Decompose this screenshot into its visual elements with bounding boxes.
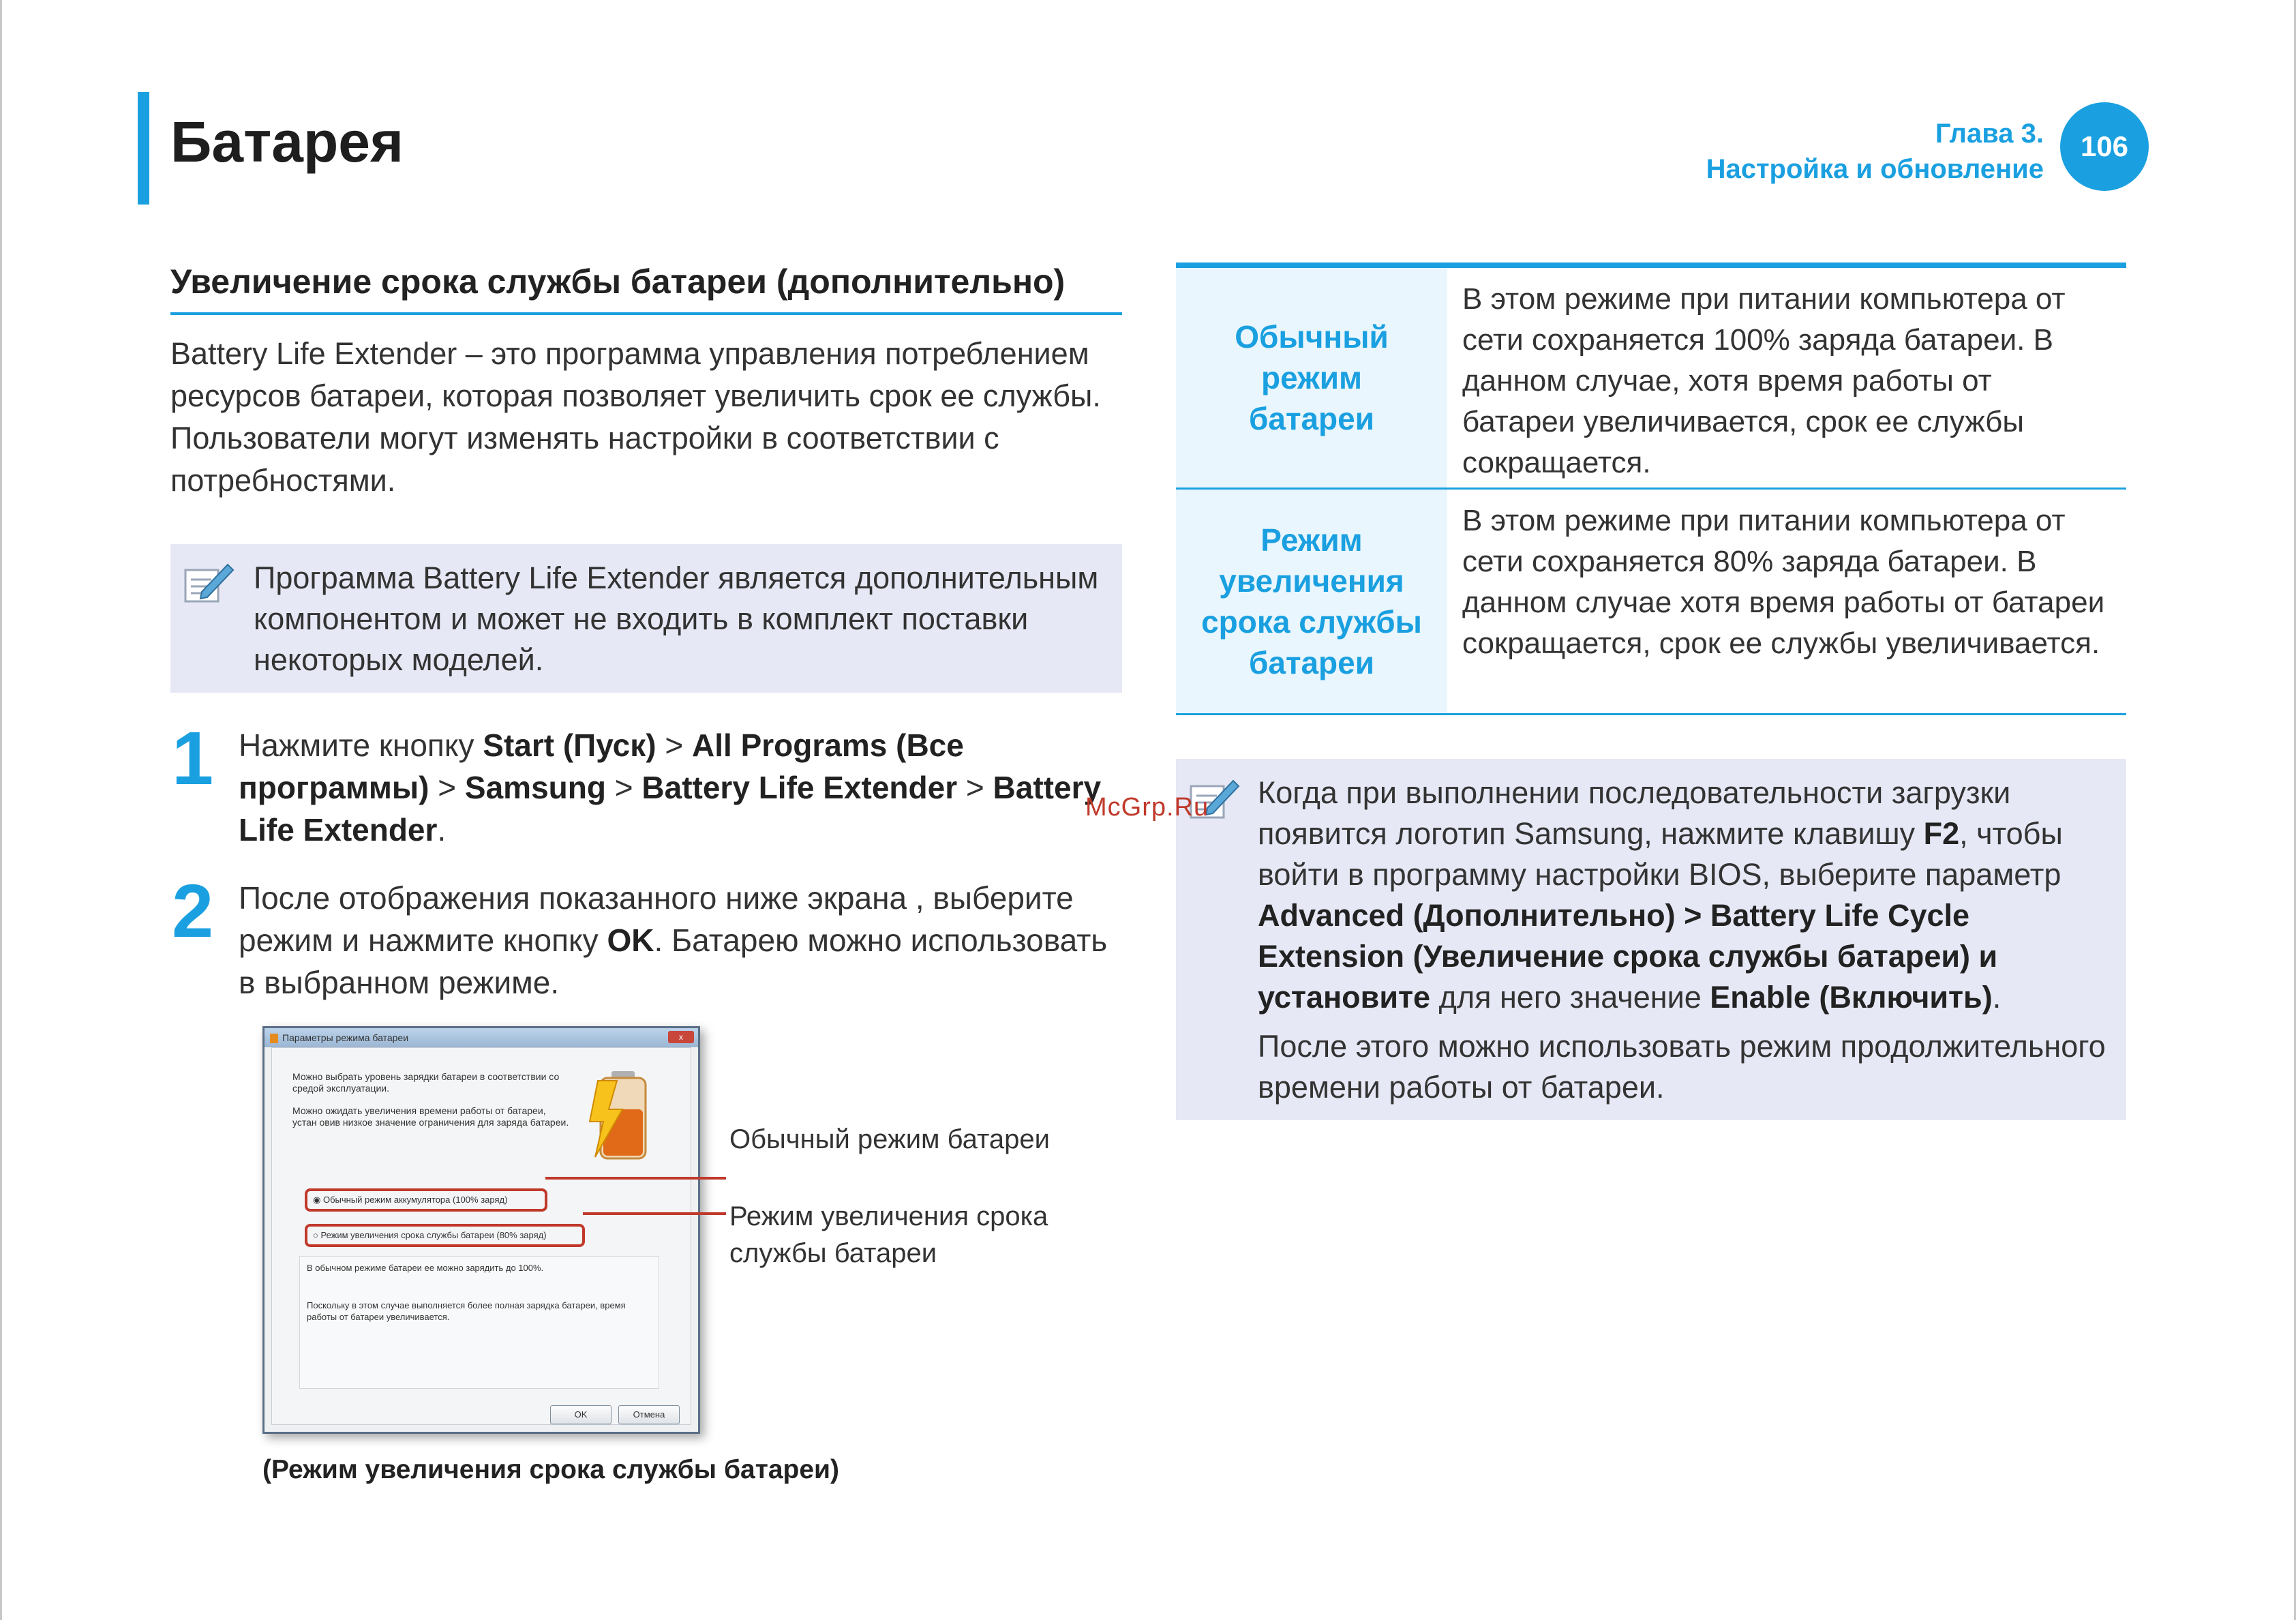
- note-box: [170, 544, 1122, 693]
- watermark: McGrp.Ru: [1085, 793, 1209, 822]
- callout-line-normal: [545, 1177, 726, 1180]
- chapter-name: Настройка и обновление: [1706, 154, 2044, 184]
- callout-extend-mode: Режим увеличения срока службы батареи: [729, 1201, 1048, 1268]
- page-number-badge: 106: [2060, 102, 2149, 191]
- mode-name-cell: Режим увеличения срока службы батареи: [1176, 490, 1447, 713]
- mode-description-cell: В этом режиме при питании компьютера от сети сохраняется 100% заряда батареи. В данном случае, хотя время работы от батареи увеличивается, срок ее службы сокращается.: [1462, 282, 2066, 479]
- figure-caption: (Режим увеличения срока службы батареи): [262, 1455, 839, 1484]
- dialog-title: Параметры режима батареи: [282, 1032, 409, 1043]
- step-1-text: Нажмите кнопку Start (Пуск) > All Programs (Все программы) > Samsung > Battery Life Extender > Battery Life Extender.: [239, 728, 1102, 847]
- battery-mode-dialog: [262, 1026, 700, 1434]
- battery-small-icon: [270, 1034, 278, 1043]
- note-pencil-icon: [181, 558, 236, 608]
- battery-icon: [586, 1067, 661, 1162]
- table-row: [1176, 490, 2126, 715]
- dialog-info-1: В обычном режиме батареи ее можно зарядить до 100%.: [307, 1263, 544, 1273]
- bios-note-box: [1176, 759, 2126, 1120]
- callout-normal-mode: Обычный режим батареи: [729, 1124, 1050, 1154]
- dialog-line-1: Можно выбрать уровень зарядки батареи в соответствии со средой эксплуатации.: [292, 1071, 560, 1094]
- mode-name-cell: Обычный режим батареи: [1176, 268, 1447, 487]
- table-row: [1176, 262, 2126, 490]
- step-2-text: После отображения показанного ниже экрана , выберите режим и нажмите кнопку OK. Батарею можно использовать в выбранном режиме.: [239, 880, 1108, 1000]
- dialog-titlebar: [265, 1028, 698, 1047]
- chapter-number: Глава 3.: [1935, 119, 2044, 149]
- ok-button[interactable]: OK: [550, 1405, 611, 1424]
- step-number: 1: [172, 717, 214, 800]
- page-title: Батарея: [170, 110, 404, 174]
- intro-paragraph: Battery Life Extender – это программа управления потреблением ресурсов батареи, которая позволяет увеличить срок ее службы. Пользователи могут изменять настройки в соответствии с потребностями.: [170, 336, 1101, 498]
- radio-normal-mode[interactable]: ◉ Обычный режим аккумулятора (100% заряд): [305, 1188, 547, 1212]
- note-text: Программа Battery Life Extender является дополнительным компонентом и может не входить в комплект поставки некоторых моделей.: [254, 560, 1099, 677]
- title-accent-bar: [138, 92, 149, 205]
- mode-description-cell: В этом режиме при питании компьютера от сети сохраняется 80% заряда батареи. В данном случае хотя время работы от батареи сокращается, срок ее службы увеличивается.: [1462, 504, 2105, 660]
- page-edge-left: [0, 0, 2, 1620]
- cancel-button[interactable]: Отмена: [618, 1405, 680, 1424]
- dialog-body: [271, 1047, 691, 1425]
- close-button[interactable]: x: [668, 1031, 694, 1043]
- bios-note-text: Когда при выполнении последовательности загрузки появится логотип Samsung, нажмите клавишу F2, чтобы войти в программу настройки BIOS, выберите параметр Advanced (Дополнительно) > Battery Life Cycle Extension (Увеличение срока службы батареи) и установите для него значение Enable (Включить).: [1258, 775, 2063, 1015]
- dialog-info-2: Поскольку в этом случае выполняется более полная зарядка батареи, время работы от батареи увеличивается.: [307, 1300, 626, 1322]
- step-number: 2: [172, 869, 214, 953]
- dialog-line-2: Можно ожидать увеличения времени работы от батареи, устан овив низкое значение ограничения для заряда батареи.: [292, 1105, 569, 1128]
- modes-table: [1176, 262, 2126, 715]
- section-title: Увеличение срока службы батареи (дополнительно): [170, 262, 1122, 315]
- chapter-heading: [1706, 116, 2044, 187]
- dialog-info-panel: [299, 1256, 659, 1389]
- bios-note-after: После этого можно использовать режим продолжительного времени работы от батареи.: [1258, 1029, 2106, 1105]
- radio-extend-mode[interactable]: ○ Режим увеличения срока службы батареи (80% заряд): [305, 1224, 585, 1247]
- callout-line-extend: [583, 1212, 726, 1215]
